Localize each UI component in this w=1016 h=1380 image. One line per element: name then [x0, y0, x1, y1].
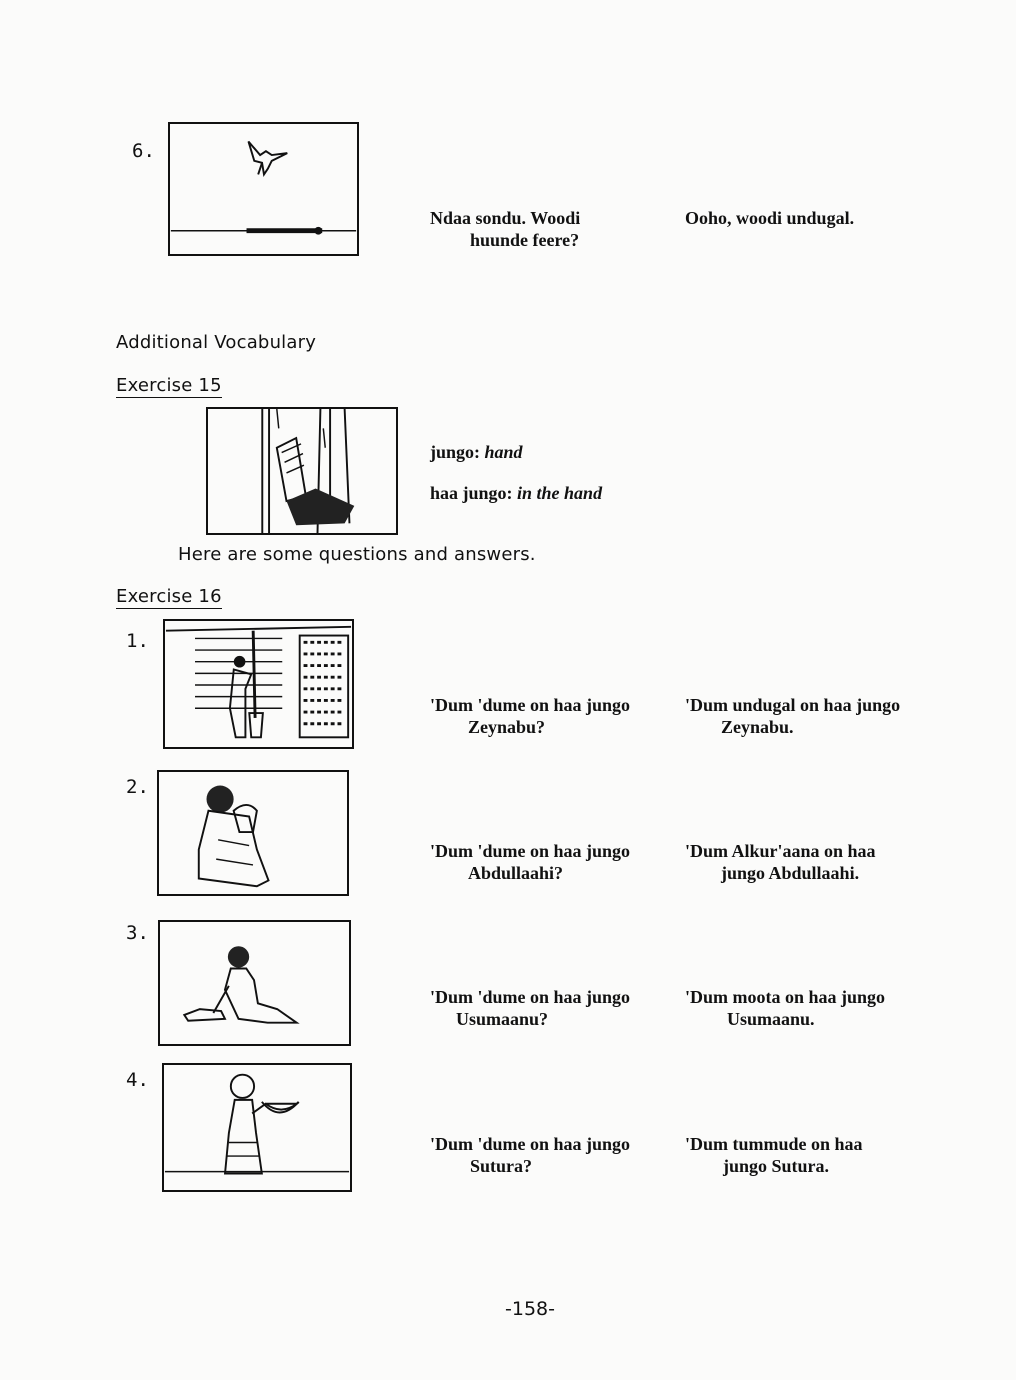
question-1: 'Dum 'dume on haa jungo Zeynabu? [430, 695, 631, 737]
vocab-row-1 [430, 441, 523, 463]
intro-text: Here are some questions and answers. [178, 544, 536, 565]
exercise-15-heading: Exercise 15 [116, 375, 222, 396]
answer-1: 'Dum undugal on haa jungo Zeynabu. [685, 695, 901, 737]
answer-4: 'Dum tummude on haa jungo Sutura. [685, 1134, 863, 1176]
boy-with-car-illustration [158, 920, 351, 1046]
question-2: 'Dum 'dume on haa jungo Abdullaahi? [430, 841, 631, 883]
item-number: 3. [126, 922, 149, 944]
vocab-term: jungo: [430, 442, 481, 462]
hand-illustration [206, 407, 398, 535]
question-4: 'Dum 'dume on haa jungo Sutura? [430, 1134, 631, 1176]
vocab-gloss: in the hand [517, 483, 603, 503]
vocab-gloss: hand [484, 442, 523, 462]
answer-6: Ooho, woodi undugal. [685, 208, 855, 228]
question-3: 'Dum 'dume on haa jungo Usumaanu? [430, 987, 631, 1029]
question-6: Ndaa sondu. Woodi huunde feere? [430, 208, 581, 250]
vocab-term: haa jungo: [430, 483, 513, 503]
page-number: -158- [505, 1298, 555, 1320]
item-number: 1. [126, 630, 149, 652]
item-number: 2. [126, 776, 149, 798]
man-reading-illustration [157, 770, 349, 896]
answer-2: 'Dum Alkur'aana on haa jungo Abdullaahi. [685, 841, 876, 883]
exercise-16-heading: Exercise 16 [116, 586, 222, 607]
item-number: 6. [132, 140, 155, 162]
vocab-row-2 [430, 482, 602, 504]
girl-with-calabash-illustration [162, 1063, 352, 1192]
item-number: 4. [126, 1069, 149, 1091]
bird-illustration [168, 122, 359, 256]
woman-pounding-illustration [163, 619, 354, 749]
answer-3: 'Dum moota on haa jungo Usumaanu. [685, 987, 886, 1029]
section-title: Additional Vocabulary [116, 332, 317, 353]
